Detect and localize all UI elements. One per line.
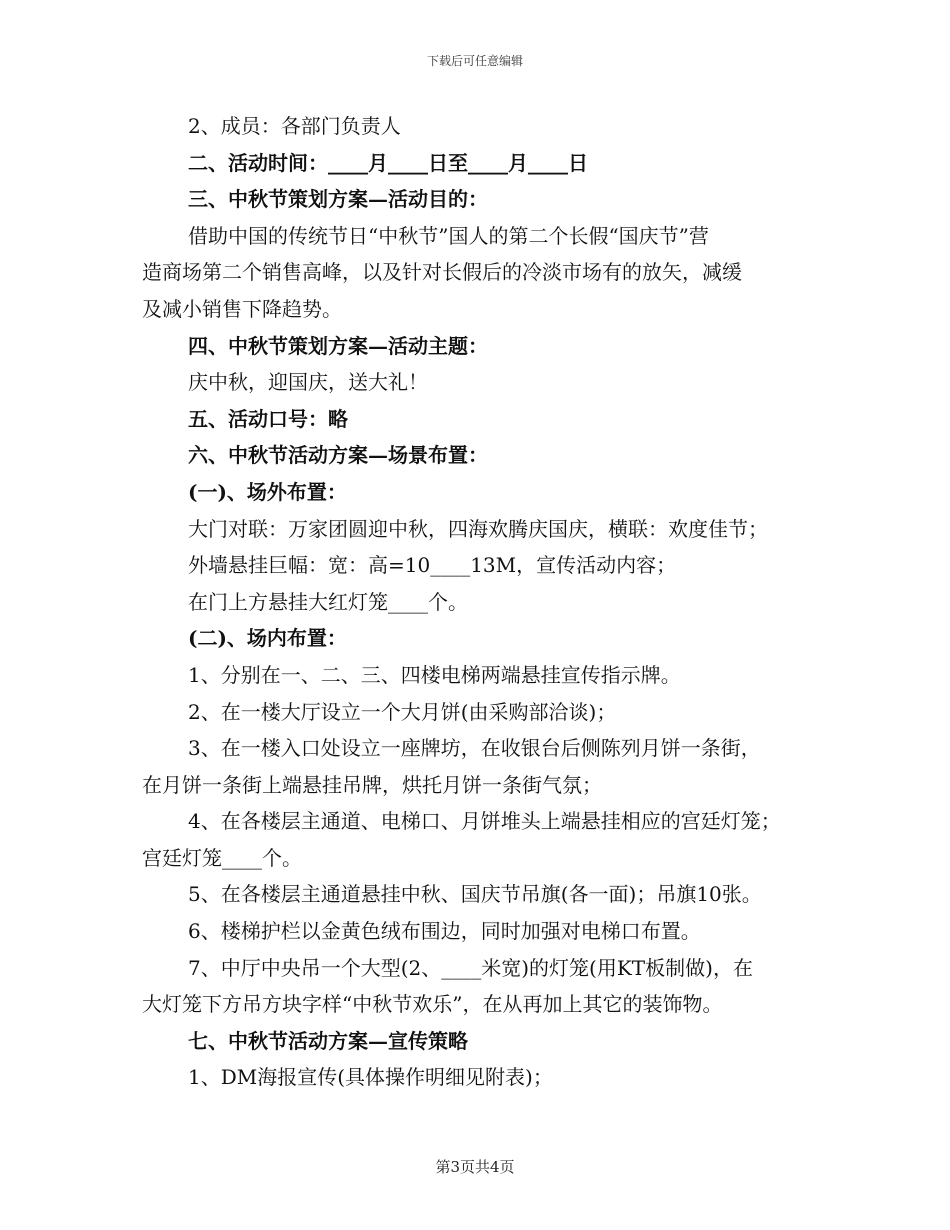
- paragraph-line: 庆中秋，迎国庆，送大礼！: [188, 370, 428, 395]
- section-heading: 七、中秋节活动方案—宣传策略: [188, 1028, 468, 1053]
- paragraph-line: 4、在各楼层主通道、电梯口、月饼堆头上端悬挂相应的宫廷灯笼；: [188, 809, 781, 834]
- paragraph-line: 1、DM海报宣传(具体操作明细见附表)；: [188, 1065, 553, 1090]
- paragraph-line: 2、在一楼大厅设立一个大月饼(由采购部洽谈)；: [188, 699, 617, 724]
- paragraph-line: 造商场第二个销售高峰，以及针对长假后的冷淡市场有的放矢，减缓: [142, 260, 742, 285]
- section-heading: (二)、场内布置：: [188, 626, 347, 651]
- paragraph-line: 外墙悬挂巨幅：宽：高=10____13M，宣传活动内容；: [188, 553, 677, 578]
- section-heading: 三、中秋节策划方案—活动目的：: [188, 187, 488, 212]
- paragraph-line: 3、在一楼入口处设立一座牌坊，在收银台后侧陈列月饼一条街，: [188, 736, 761, 761]
- section-heading: 五、活动口号：略: [188, 406, 348, 431]
- paragraph-line: 1、分别在一、二、三、四楼电梯两端悬挂宣传指示牌。: [188, 662, 681, 687]
- paragraph-line: 2、成员：各部门负责人: [188, 114, 401, 138]
- paragraph-line: 及减小销售下降趋势。: [142, 296, 342, 321]
- section-heading: 六、中秋节活动方案—场景布置：: [188, 443, 488, 468]
- page-footer: 第3页共4页: [435, 1158, 515, 1176]
- paragraph-line: 7、中厅中央吊一个大型(2、____米宽)的灯笼(用KT板制做)，在: [188, 955, 753, 980]
- paragraph-line: 6、楼梯护栏以金黄色绒布围边，同时加强对电梯口布置。: [188, 919, 701, 944]
- page-header: 下载后可任意编辑: [426, 54, 523, 68]
- paragraph-line: 大门对联：万家团圆迎中秋，四海欢腾庆国庆，横联：欢度佳节；: [188, 516, 768, 541]
- paragraph-line: 在月饼一条街上端悬挂吊牌，烘托月饼一条街气氛；: [142, 772, 602, 797]
- section-heading: (一)、场外布置：: [188, 479, 347, 504]
- document-body: [142, 108, 817, 1096]
- section-heading: 二、活动时间：____月____日至____月____日: [188, 150, 588, 175]
- paragraph-line: 大灯笼下方吊方块字样“中秋节欢乐”，在从再加上其它的装饰物。: [142, 992, 723, 1017]
- paragraph-line: 借助中国的传统节日“中秋节”国人的第二个长假“国庆节”营: [188, 223, 709, 248]
- paragraph-line: 在门上方悬挂大红灯笼____个。: [188, 589, 468, 614]
- paragraph-line: 宫廷灯笼____个。: [142, 845, 302, 870]
- paragraph-line: 5、在各楼层主通道悬挂中秋、国庆节吊旗(各一面)；吊旗10张。: [188, 882, 762, 907]
- section-heading: 四、中秋节策划方案—活动主题：: [188, 333, 488, 358]
